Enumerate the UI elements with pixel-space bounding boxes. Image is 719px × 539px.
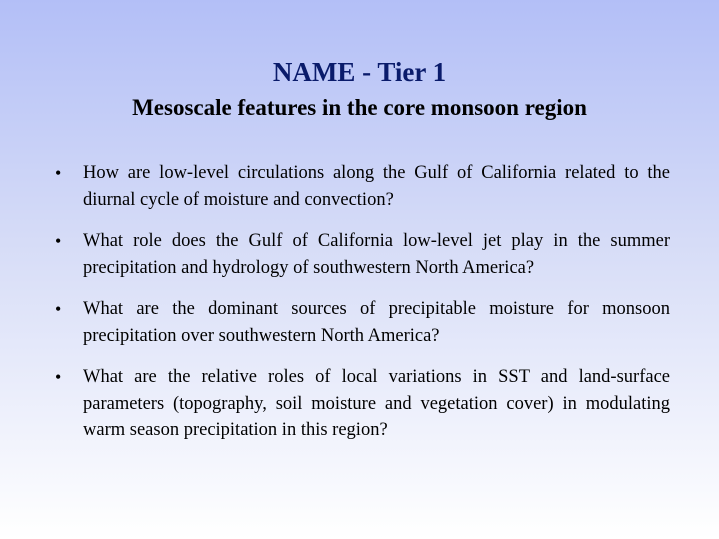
bullet-list (55, 160, 670, 459)
slide-title: NAME - Tier 1 (272, 57, 447, 87)
bullet-text: What role does the Gulf of California low-level jet play in the summer precipitation and hydrology of southwestern North America? (83, 231, 670, 278)
bullet-dot-icon: • (55, 163, 62, 183)
bullet-dot-icon: • (55, 231, 62, 251)
slide-subtitle: Mesoscale features in the core monsoon region (132, 95, 587, 120)
bullet-item (55, 228, 670, 281)
bullet-dot-icon: • (55, 299, 62, 319)
bullet-item (55, 296, 670, 349)
bullet-text: What are the dominant sources of precipitable moisture for monsoon precipitation over southwestern North America? (83, 299, 670, 346)
bullet-dot-icon: • (55, 367, 62, 387)
bullet-item (55, 364, 670, 444)
bullet-item (55, 160, 670, 213)
bullet-text: What are the relative roles of local variations in SST and land-surface parameters (topography, soil moisture and vegetation cover) in modulating warm season precipitation in this region? (83, 367, 670, 440)
bullet-text: How are low-level circulations along the Gulf of California related to the diurnal cycle of moisture and convection? (83, 163, 670, 210)
